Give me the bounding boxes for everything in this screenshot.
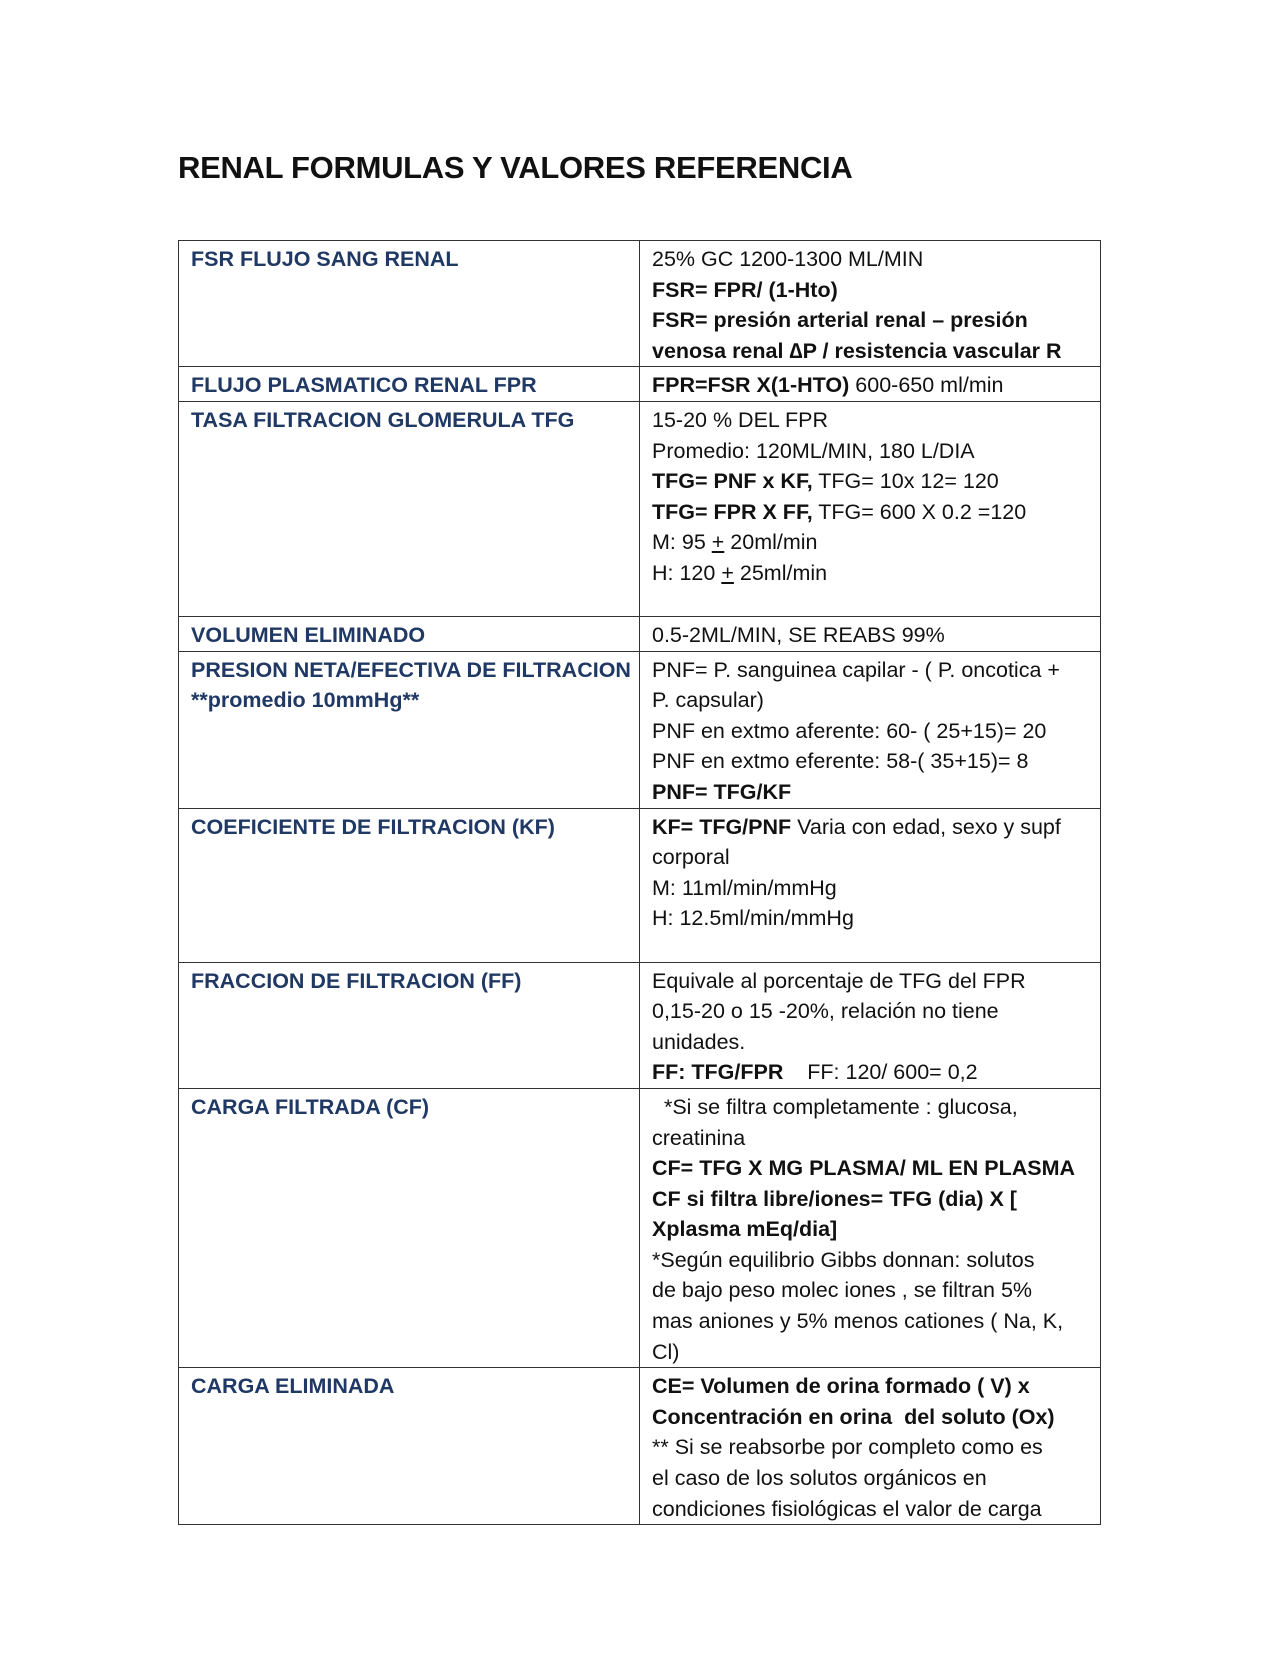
- value-line: *Según equilibrio Gibbs donnan: solutos: [652, 1247, 1035, 1272]
- value-line: 0,15-20 o 15 -20%, relación no tiene: [652, 999, 999, 1024]
- value-text: 20ml/min: [724, 530, 818, 555]
- row-label: FRACCION DE FILTRACION (FF): [179, 962, 640, 1088]
- value-line: ** Si se reabsorbe por completo como es: [652, 1435, 1043, 1460]
- value-text: FF: 120/ 600= 0,2: [783, 1060, 978, 1085]
- value-line: P. capsular): [652, 688, 764, 713]
- value-line: [652, 777, 1088, 808]
- formula-text: FF: TFG/FPR: [652, 1060, 784, 1085]
- value-line: 25% GC 1200-1300 ML/MIN: [652, 247, 924, 271]
- value-line: *Si se filtra completamente : glucosa,: [652, 1094, 1018, 1119]
- value-line: [652, 1402, 1088, 1433]
- row-value: [640, 401, 1101, 616]
- row-value: [640, 808, 1101, 962]
- formula-text: TFG= FPR X FF,: [652, 499, 813, 524]
- document-title: RENAL FORMULAS Y VALORES REFERENCIA: [178, 150, 853, 185]
- value-text: 600-650 ml/min: [849, 373, 1004, 398]
- value-line: [652, 275, 1088, 306]
- value-line: [652, 497, 1088, 528]
- value-line: [652, 1371, 1088, 1402]
- value-text: H: 120: [652, 560, 722, 585]
- value-text: 25ml/min: [733, 560, 828, 585]
- plus-minus-sign: +: [721, 560, 734, 585]
- formula-text: FSR= FPR/ (1-Hto): [652, 277, 838, 302]
- formula-text: TFG= PNF x KF,: [652, 469, 813, 494]
- value-line: M: 11ml/min/mmHg: [652, 875, 837, 900]
- value-text: TFG= 600 X 0.2 =120: [812, 499, 1027, 524]
- value-line: [652, 558, 1088, 589]
- value-line: Cl): [652, 1339, 680, 1364]
- plus-minus-sign: +: [711, 530, 725, 555]
- value-line: de bajo peso molec iones , se filtran 5%: [652, 1278, 1033, 1303]
- table-row-ff: [179, 962, 1101, 1088]
- value-line: PNF en extmo eferente: 58-( 35+15)= 8: [652, 749, 1029, 774]
- value-line: condiciones fisiológicas el valor de carga: [652, 1496, 1042, 1521]
- value-line: PNF= P. sanguinea capilar - ( P. oncotica +: [652, 657, 1060, 682]
- value-text: Varia con edad, sexo y supf: [791, 814, 1061, 839]
- row-label: CARGA ELIMINADA: [179, 1368, 640, 1525]
- formula-text: CE= Volumen de orina formado ( V) x: [652, 1374, 1030, 1399]
- value-line: [652, 466, 1088, 497]
- value-line: [652, 812, 1088, 843]
- formula-text: Concentración en orina del soluto (Ox): [652, 1404, 1055, 1429]
- formula-text: PNF= TFG/KF: [652, 779, 792, 804]
- value-line: [652, 305, 1088, 336]
- value-line: [652, 1153, 1088, 1184]
- row-value: [640, 1088, 1101, 1367]
- formula-text: FPR=FSR X(1-HTO): [652, 373, 850, 398]
- formula-text: CF si filtra libre/iones= TFG (dia) X [: [652, 1186, 1017, 1211]
- formula-text: venosa renal ∆P / resistencia vascular R: [652, 338, 1062, 363]
- row-label: COEFICIENTE DE FILTRACION (KF): [179, 808, 640, 962]
- value-line: [652, 370, 1088, 401]
- value-line: [652, 1184, 1088, 1215]
- value-line: [652, 1214, 1088, 1245]
- table-row-ce: [179, 1368, 1101, 1525]
- reference-table: [178, 240, 1101, 1525]
- row-label: TASA FILTRACION GLOMERULA TFG: [179, 401, 640, 616]
- row-label: VOLUMEN ELIMINADO: [179, 616, 640, 651]
- value-line: corporal: [652, 845, 730, 870]
- row-value: [640, 651, 1101, 808]
- value-text: TFG= 10x 12= 120: [812, 469, 999, 494]
- table-row-cf: [179, 1088, 1101, 1367]
- value-line: el caso de los solutos orgánicos en: [652, 1466, 987, 1491]
- formula-text: KF= TFG/PNF: [652, 814, 792, 839]
- table-row-tfg: [179, 401, 1101, 616]
- table-row-volumen: [179, 616, 1101, 651]
- value-line: Equivale al porcentaje de TFG del FPR: [652, 968, 1026, 993]
- row-value: [640, 1368, 1101, 1525]
- value-line: 0.5-2ML/MIN, SE REABS 99%: [652, 622, 945, 647]
- row-label: FSR FLUJO SANG RENAL: [179, 241, 640, 367]
- table-row-fsr: [179, 241, 1101, 367]
- row-label: FLUJO PLASMATICO RENAL FPR: [179, 367, 640, 402]
- value-line: 15-20 % DEL FPR: [652, 407, 829, 432]
- row-value: [640, 367, 1101, 402]
- formula-text: FSR= presión arterial renal – presión: [652, 308, 1028, 333]
- row-value: [640, 241, 1101, 367]
- value-line: creatinina: [652, 1125, 746, 1150]
- formula-text: CF= TFG X MG PLASMA/ ML EN PLASMA: [652, 1156, 1076, 1181]
- row-label: CARGA FILTRADA (CF): [179, 1088, 640, 1367]
- value-line: H: 12.5ml/min/mmHg: [652, 906, 854, 931]
- value-line: [652, 336, 1088, 367]
- value-line: PNF en extmo aferente: 60- ( 25+15)= 20: [652, 718, 1047, 743]
- value-line: Promedio: 120ML/MIN, 180 L/DIA: [652, 438, 975, 463]
- row-value: [640, 616, 1101, 651]
- formula-text: Xplasma mEq/dia]: [652, 1217, 838, 1242]
- row-value: [640, 962, 1101, 1088]
- row-label-line: PRESION NETA/EFECTIVA DE FILTRACION: [191, 657, 631, 682]
- value-line: [652, 1057, 1088, 1088]
- value-line: mas aniones y 5% menos cationes ( Na, K,: [652, 1309, 1064, 1334]
- value-line: [652, 527, 1088, 558]
- table-row-kf: [179, 808, 1101, 962]
- value-line: unidades.: [652, 1029, 746, 1054]
- row-label-note: **promedio 10mmHg**: [191, 688, 420, 713]
- table-row-fpr: [179, 367, 1101, 402]
- value-text: M: 95: [652, 530, 712, 555]
- row-label: [179, 651, 640, 808]
- table-row-pnf: [179, 651, 1101, 808]
